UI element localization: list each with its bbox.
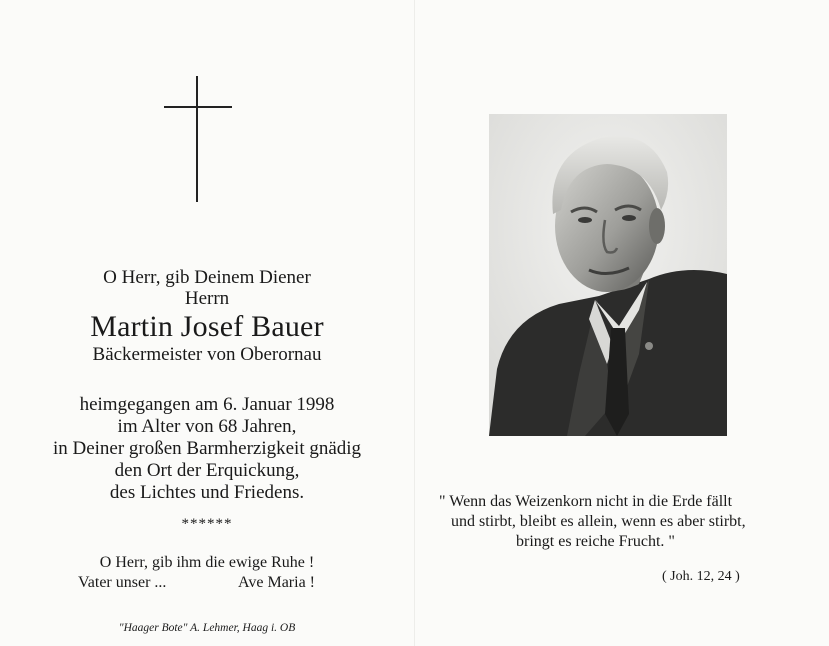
closing-prayer: O Herr, gib ihm die ewige Ruhe ! [99,554,315,571]
memorial-text-line: im Alter von 68 Jahren, [117,416,297,437]
separator: ****** [181,516,233,532]
memorial-text [0,394,414,504]
closing-left: Vater unser ... [78,574,167,591]
quote-line: bringt es reiche Frucht. " [516,533,675,550]
quote-line: " Wenn das Weizenkorn nicht in die Erde fällt [439,493,733,510]
printer-credit: "Haager Bote" A. Lehmer, Haag i. OB [118,622,296,634]
prayer-line: O Herr, gib Deinem Diener [103,267,311,288]
memorial-text-line: des Lichtes und Friedens. [109,482,305,503]
deceased-name: Martin Josef Bauer [90,310,324,343]
left-panel [0,0,414,646]
cross-icon-bar [164,106,232,108]
bible-reference: ( Joh. 12, 24 ) [662,569,740,584]
quote-line: und stirbt, bleibt es allein, wenn es aber stirbt, [451,513,746,530]
occupation: Bäckermeister von Oberornau [92,344,322,365]
memorial-text-line: heimgegangen am 6. Januar 1998 [79,394,335,415]
memorial-text-line: den Ort der Erquickung, [114,460,300,481]
title-line: Herrn [184,288,230,309]
portrait-photo [489,114,727,436]
closing-right: Ave Maria ! [238,574,315,591]
cross-icon [196,76,198,202]
memorial-text-line: in Deiner großen Barmherzigkeit gnädig [52,438,362,459]
